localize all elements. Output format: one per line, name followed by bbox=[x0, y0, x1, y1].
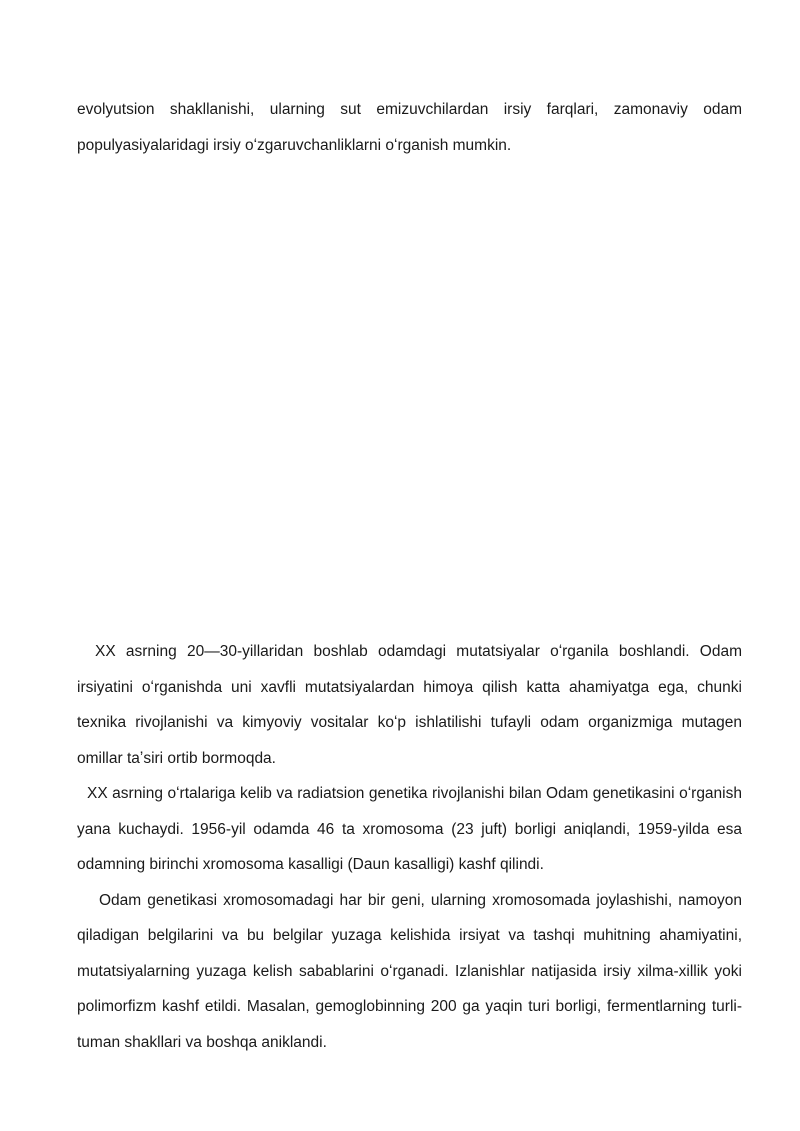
paragraph-radiation-genetics: XX asrning oʻrtalariga kelib va radiatsion genetika rivojlanishi bilan Odam genetikasini oʻrganish yana kuchaydi. 1956-yil odamda 46 ta xromosoma (23 juft) borligi aniqlandi, 1959-yilda esa odamning birinchi xromosoma kasalligi (Daun kasalligi) kashf qilindi. bbox=[77, 785, 742, 873]
paragraph-continuation: evolyutsion shakllanishi, ularning sut emizuvchilardan irsiy farqlari, zamonaviy odam populyasiyalaridagi irsiy oʻzgaruvchanliklarni oʻrganish mumkin. bbox=[77, 101, 742, 154]
text-block-bottom bbox=[77, 634, 742, 1060]
paragraph-human-genetics: Odam genetikasi xromosomadagi har bir geni, ularning xromosomada joylashishi, namoyon qiladigan belgilarini va bu belgilar yuzaga kelishida irsiyat va tashqi muhitning ahamiyatini, mutatsiyalarning yuzaga kelish sabablarini oʻrganadi. Izlanishlar natijasida irsiy xilma-xillik yoki polimorfizm kashf etildi. Masalan, gemoglobinning 200 ga yaqin turi borligi, fermentlarning turli-tuman shakllari va boshqa aniklandi. bbox=[77, 891, 742, 1051]
text-block-top bbox=[77, 92, 742, 163]
paragraph-mutations: XX asrning 20—30-yillaridan boshlab odamdagi mutatsiyalar oʻrganila boshlandi. Odam irsiyatini oʻrganishda uni xavfli mutatsiyalardan himoya qilish katta ahamiyatga ega, chunki texnika rivojlanishi va kimyoviy vositalar koʻp ishlatilishi tufayli odam organizmiga mutagen omillar taʼsiri ortib bormoqda. bbox=[77, 643, 742, 767]
